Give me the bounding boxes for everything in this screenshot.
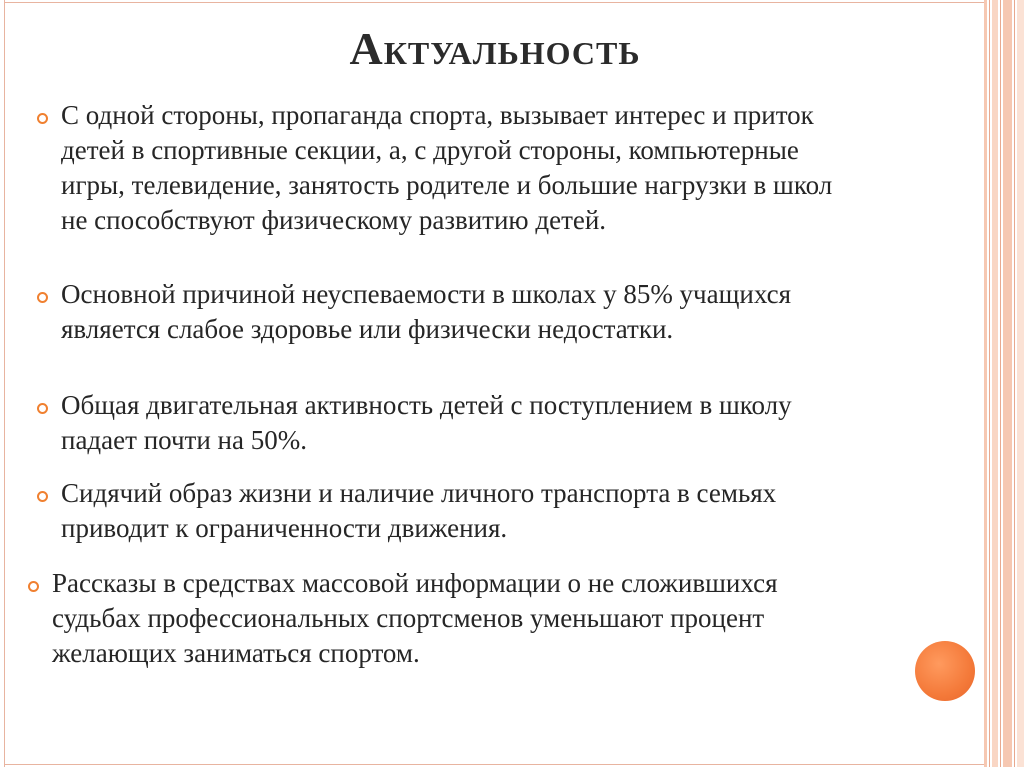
- slide-title: Актуальность: [349, 23, 641, 74]
- bullet-text-5: Рассказы в средствах массовой информации о не сложившихся судьбах профессиональных спортсменов уменьшают процент желающих заниматься спортом.: [52, 568, 778, 668]
- decor-stripe: [992, 0, 998, 767]
- decor-stripe: [984, 0, 987, 767]
- decor-stripe: [1003, 0, 1012, 767]
- decor-circle: [915, 641, 975, 701]
- frame-top-line: [4, 2, 984, 3]
- bullet-text-3: Общая двигательная активность детей с поступлением в школу падает почти на 50%.: [61, 390, 792, 455]
- frame-left-line: [4, 0, 5, 767]
- decor-stripe: [1017, 0, 1024, 767]
- bullet-text-2: Основной причиной неуспеваемости в школах у 85% учащихся является слабое здоровье или физически недостатки.: [61, 279, 791, 344]
- bullet-marker-icon: [28, 581, 39, 592]
- decor-stripe: [1000, 0, 1001, 767]
- frame-bottom-line: [4, 764, 984, 765]
- decor-stripe: [1014, 0, 1015, 767]
- decor-stripe: [989, 0, 990, 767]
- bullet-marker-icon: [37, 491, 48, 502]
- bullet-text-1: С одной стороны, пропаганда спорта, вызывает интерес и приток детей в спортивные секции, а, с другой стороны, компьютерные игры, телевидение, занятость родителе и большие нагрузки в школ не способствуют физическому развитию детей.: [61, 100, 833, 235]
- bullet-marker-icon: [37, 292, 48, 303]
- bullet-marker-icon: [37, 113, 48, 124]
- bullet-marker-icon: [37, 403, 48, 414]
- bullet-text-4: Сидячий образ жизни и наличие личного транспорта в семьях приводит к ограниченности движения.: [61, 478, 777, 543]
